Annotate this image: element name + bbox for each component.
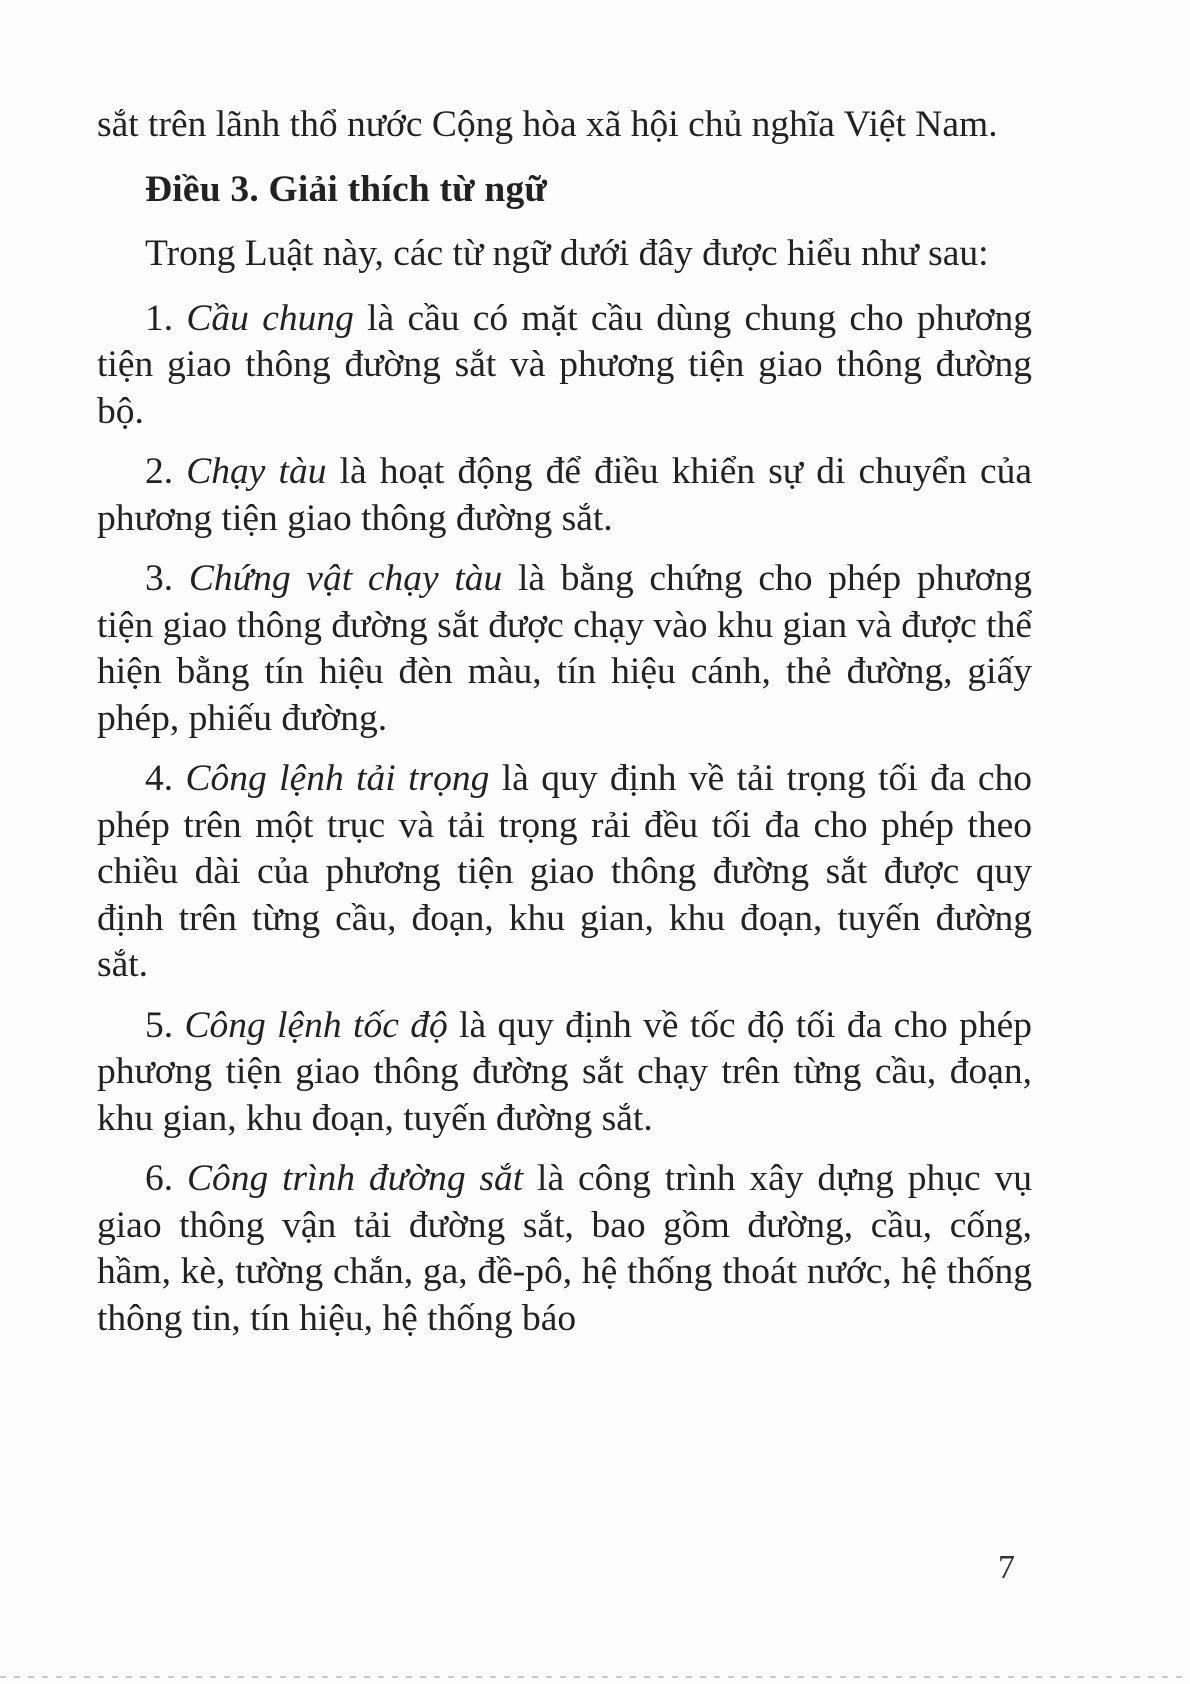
- definition-item-5: [97, 1003, 1032, 1143]
- item-number: 2.: [145, 451, 187, 492]
- definition-item-6: [97, 1156, 1032, 1342]
- item-term: Công trình đường sắt: [186, 1158, 524, 1199]
- page-number: 7: [998, 1549, 1015, 1586]
- intro-paragraph: Trong Luật này, các từ ngữ dưới đây được hiểu như sau:: [145, 233, 989, 274]
- definition-item-2: [97, 449, 1032, 542]
- item-text: là quy định về tải trọng tối đa cho phép trên một trục và tải trọng rải đều tối đa cho phép theo chiều dài của phương tiện giao thông đường sắt được quy định trên từng cầu, đoạn, khu gian, khu đoạn, tuyến đường sắt.: [97, 758, 1032, 985]
- item-term: Chứng vật chạy tàu: [188, 558, 503, 599]
- page-edge-line: [0, 1676, 1190, 1678]
- item-number: 5.: [145, 1004, 185, 1046]
- item-term: Công lệnh tải trọng: [185, 758, 490, 799]
- item-text: là hoạt động để điều khiển sự di chuyển của phương tiện giao thông đường sắt.: [97, 451, 1033, 539]
- item-text: là bằng chứng cho phép phương tiện giao thông đường sắt được chạy vào khu gian và được thể hiện bằng tín hiệu đèn màu, tín hiệu cánh, thẻ đường, giấy phép, phiếu đường.: [97, 558, 1033, 739]
- item-term: Công lệnh tốc độ: [184, 1004, 448, 1046]
- item-text: là cầu có mặt cầu dùng chung cho phương tiện giao thông đường sắt và phương tiện giao thông đường bộ.: [97, 297, 1032, 432]
- item-number: 1.: [145, 297, 187, 339]
- definition-item-3: [97, 556, 1032, 742]
- item-text: là quy định về tốc độ tối đa cho phép phương tiện giao thông đường sắt chạy trên từng cầu, đoạn, khu gian, khu đoạn, tuyến đường sắt.: [97, 1004, 1032, 1139]
- item-text: là công trình xây dựng phục vụ giao thông vận tải đường sắt, bao gồm đường, cầu, cống, hầm, kè, tường chắn, ga, đề-pô, hệ thống thoát nước, hệ thống thông tin, tín hiệu, hệ thống báo: [97, 1158, 1033, 1339]
- continuation-paragraph: sắt trên lãnh thổ nước Cộng hòa xã hội chủ nghĩa Việt Nam.: [97, 104, 998, 145]
- item-number: 6.: [145, 1158, 187, 1199]
- item-term: Chạy tàu: [186, 451, 327, 492]
- page-content: [97, 102, 1032, 1342]
- item-term: Cầu chung: [186, 297, 354, 339]
- definition-item-4: [97, 756, 1032, 989]
- article-heading: Điều 3. Giải thích từ ngữ: [145, 168, 548, 210]
- item-number: 4.: [145, 758, 186, 799]
- definition-item-1: [97, 296, 1032, 436]
- item-number: 3.: [145, 558, 189, 599]
